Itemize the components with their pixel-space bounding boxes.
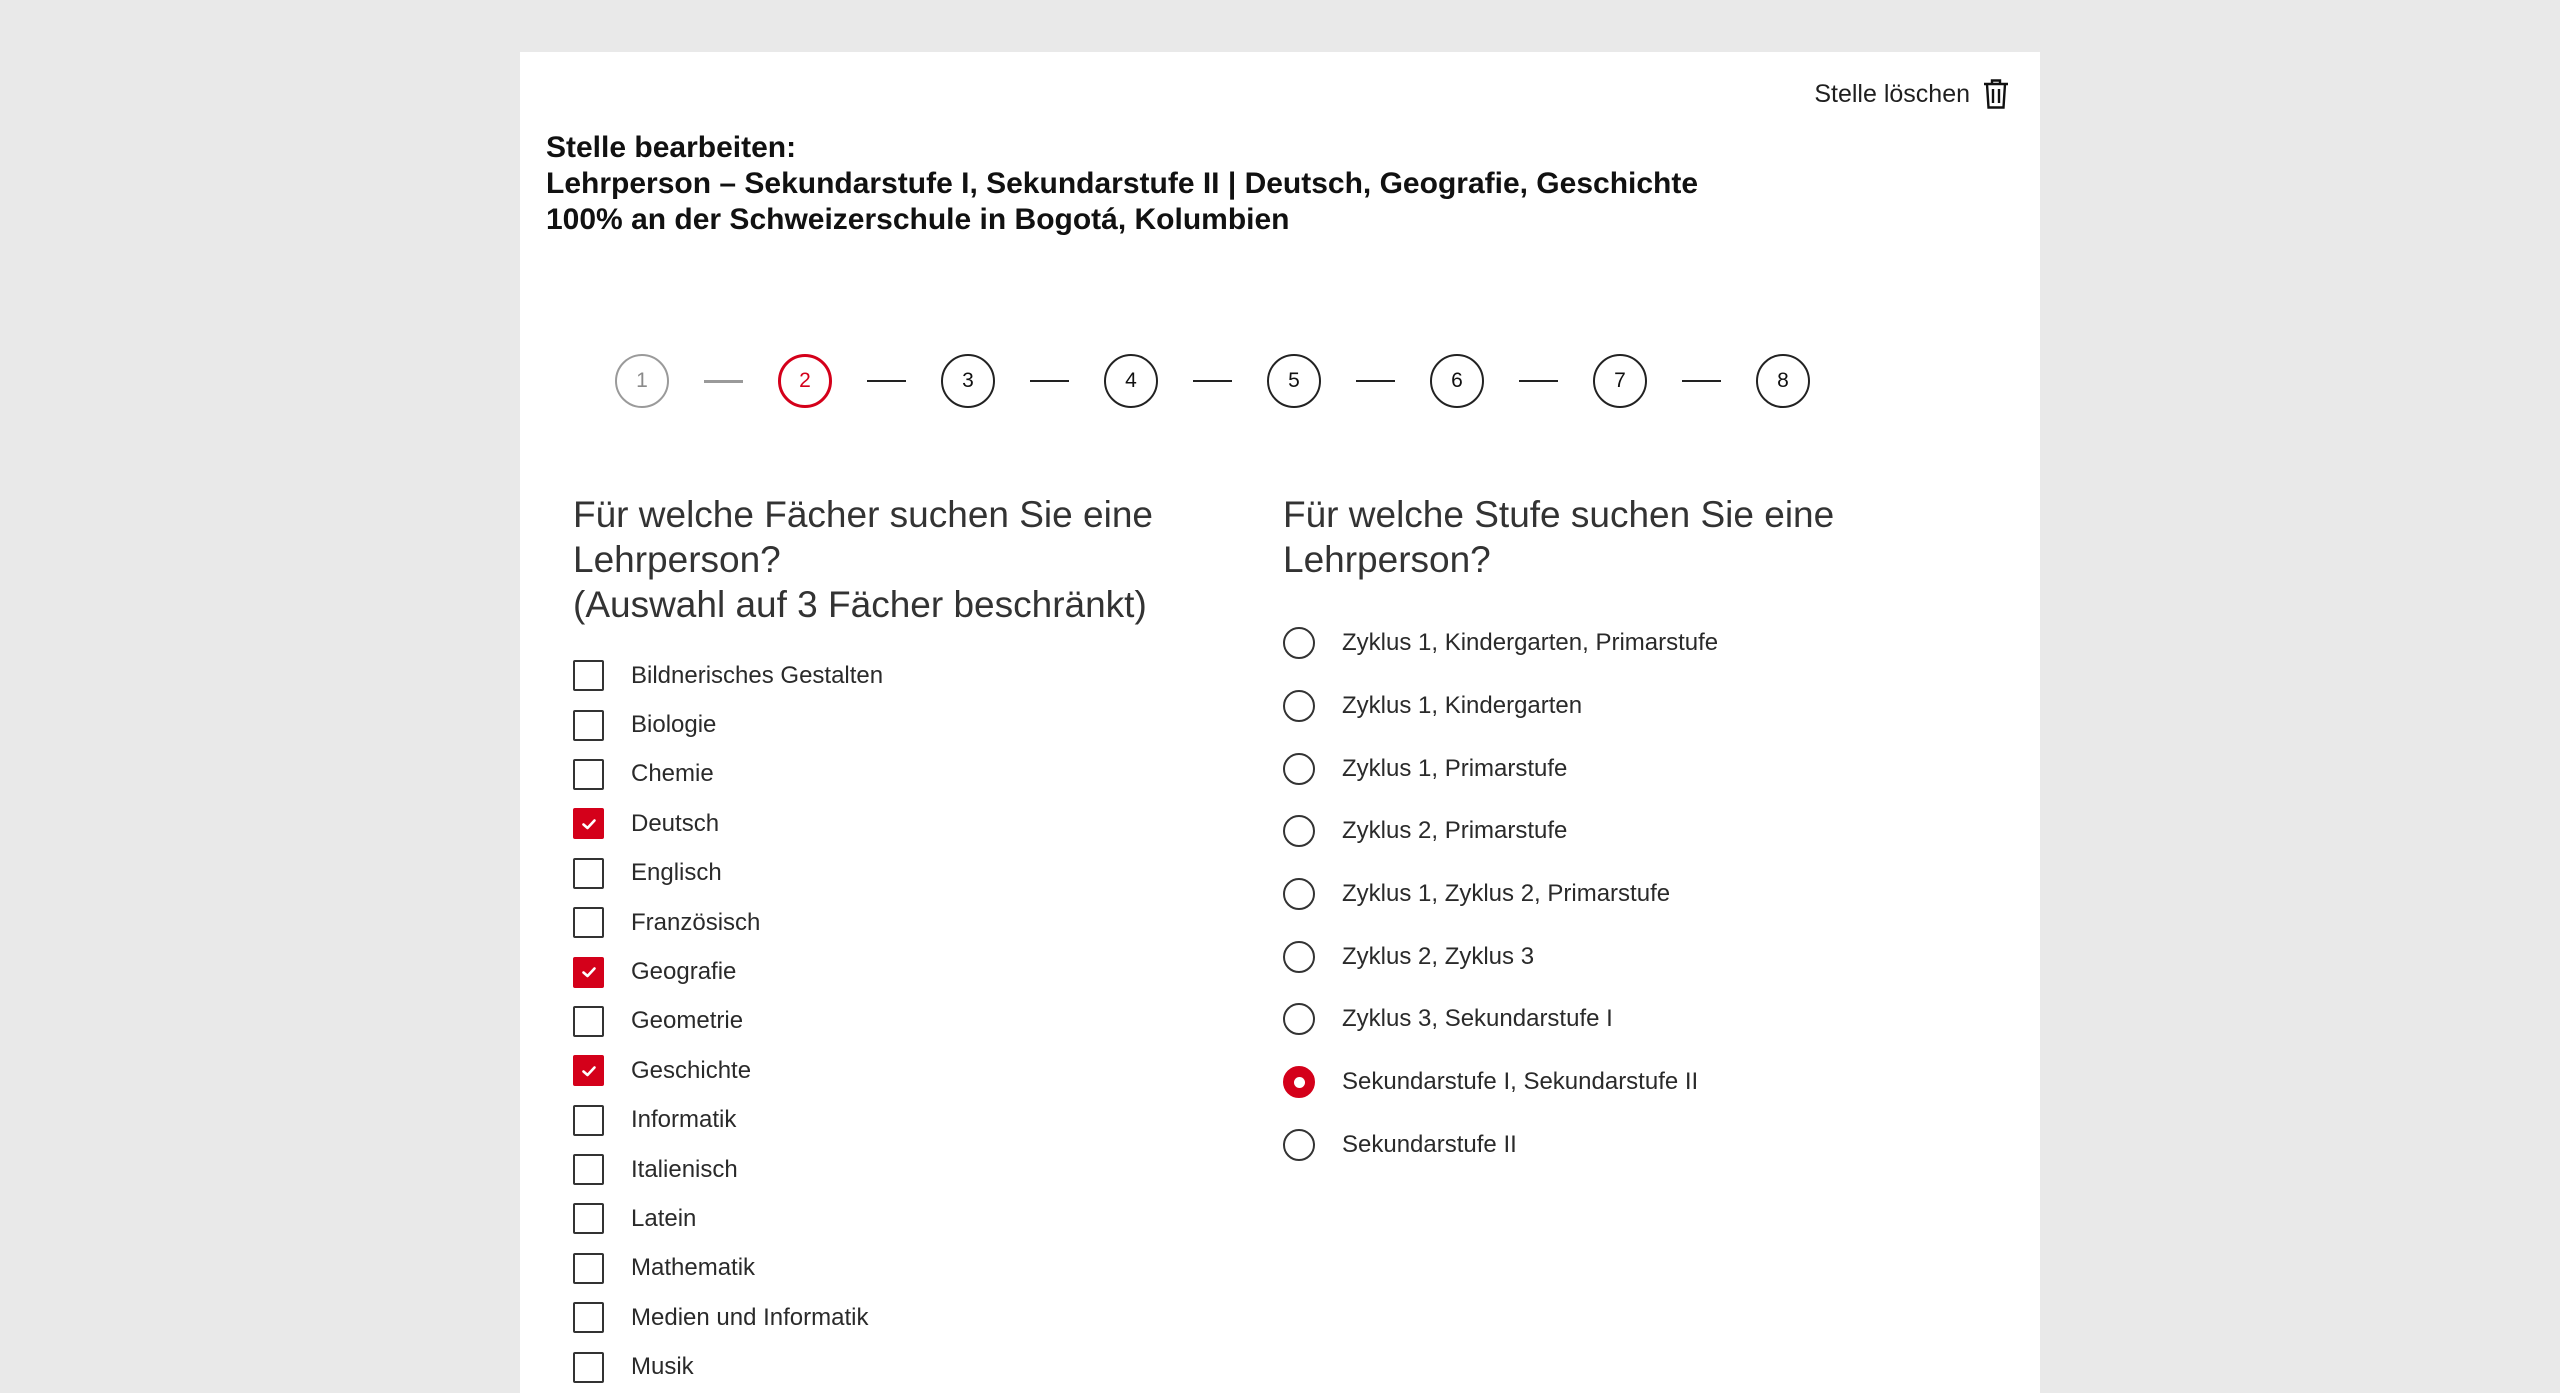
- step-2[interactable]: 2: [778, 354, 832, 408]
- subject-label: Englisch: [631, 859, 722, 887]
- subject-checkbox[interactable]: [573, 808, 604, 839]
- level-label: Sekundarstufe II: [1342, 1130, 1517, 1158]
- subject-label: Biologie: [631, 711, 717, 739]
- subject-label: Deutsch: [631, 809, 720, 837]
- subject-label: Französisch: [631, 908, 761, 936]
- level-radio[interactable]: [1283, 878, 1315, 910]
- page-title-line: 100% an der Schweizerschule in Bogotá, Kolumbien: [546, 203, 1290, 236]
- level-option[interactable]: [1283, 925, 1963, 988]
- checkmark-icon: [580, 963, 598, 981]
- subject-option[interactable]: [573, 997, 1213, 1046]
- delete-position-button[interactable]: [1814, 78, 2010, 110]
- level-option[interactable]: [1283, 863, 1963, 926]
- checkmark-icon: [580, 1062, 598, 1080]
- level-radio[interactable]: [1283, 941, 1315, 973]
- subject-option[interactable]: [573, 750, 1213, 799]
- page-title-line: Stelle bearbeiten:: [546, 131, 797, 164]
- step-progress: [615, 354, 1810, 408]
- subject-checkbox[interactable]: [573, 660, 604, 691]
- step-connector: [1193, 380, 1232, 382]
- step-connector: [867, 380, 906, 382]
- subject-label: Informatik: [631, 1106, 737, 1134]
- subject-label: Italienisch: [631, 1155, 738, 1183]
- subject-checkbox[interactable]: [573, 1006, 604, 1037]
- level-option[interactable]: [1283, 675, 1963, 738]
- subjects-question-line: Lehrperson?: [573, 539, 781, 580]
- subject-label: Musik: [631, 1353, 694, 1381]
- subject-option[interactable]: [573, 1096, 1213, 1145]
- level-radio[interactable]: [1283, 1066, 1315, 1098]
- levels-section: [1283, 492, 1963, 1176]
- levels-radio-list: [1283, 612, 1963, 1176]
- subject-option[interactable]: [573, 1046, 1213, 1095]
- subject-option[interactable]: [573, 799, 1213, 848]
- level-radio[interactable]: [1283, 753, 1315, 785]
- level-label: Zyklus 2, Zyklus 3: [1342, 942, 1535, 970]
- step-connector: [1030, 380, 1069, 382]
- step-7[interactable]: 7: [1593, 354, 1647, 408]
- level-option[interactable]: [1283, 1114, 1963, 1177]
- subject-option[interactable]: [573, 651, 1213, 700]
- subject-checkbox[interactable]: [573, 1253, 604, 1284]
- subject-label: Latein: [631, 1204, 697, 1232]
- step-connector: [1519, 380, 1558, 382]
- levels-question-line: Lehrperson?: [1283, 539, 1491, 580]
- level-option[interactable]: [1283, 988, 1963, 1051]
- levels-question: [1283, 492, 1963, 582]
- subject-checkbox[interactable]: [573, 1105, 604, 1136]
- radio-dot: [1294, 1077, 1305, 1088]
- step-3[interactable]: 3: [941, 354, 995, 408]
- subject-option[interactable]: [573, 1293, 1213, 1342]
- level-label: Sekundarstufe I, Sekundarstufe II: [1342, 1068, 1699, 1096]
- level-label: Zyklus 1, Primarstufe: [1342, 754, 1568, 782]
- level-radio[interactable]: [1283, 1129, 1315, 1161]
- step-connector: [1682, 380, 1721, 382]
- page-title-line: Lehrperson – Sekundarstufe I, Sekundarstufe II | Deutsch, Geografie, Geschichte: [546, 167, 1699, 200]
- subject-checkbox[interactable]: [573, 957, 604, 988]
- subjects-question: [573, 492, 1213, 627]
- subjects-checkbox-list: [573, 651, 1213, 1392]
- subject-checkbox[interactable]: [573, 1154, 604, 1185]
- subjects-section: [573, 492, 1213, 1392]
- level-label: Zyklus 1, Kindergarten, Primarstufe: [1342, 629, 1719, 657]
- step-connector: [1356, 380, 1395, 382]
- step-4[interactable]: 4: [1104, 354, 1158, 408]
- subjects-question-line: (Auswahl auf 3 Fächer beschränkt): [573, 584, 1147, 625]
- subject-option[interactable]: [573, 1244, 1213, 1293]
- subject-label: Mathematik: [631, 1254, 756, 1282]
- level-option[interactable]: [1283, 737, 1963, 800]
- subject-checkbox[interactable]: [573, 710, 604, 741]
- subject-option[interactable]: [573, 1145, 1213, 1194]
- step-6[interactable]: 6: [1430, 354, 1484, 408]
- step-1[interactable]: 1: [615, 354, 669, 408]
- subjects-question-line: Für welche Fächer suchen Sie eine: [573, 494, 1153, 535]
- subject-option[interactable]: [573, 947, 1213, 996]
- subject-checkbox[interactable]: [573, 1302, 604, 1333]
- subject-checkbox[interactable]: [573, 759, 604, 790]
- subject-checkbox[interactable]: [573, 1352, 604, 1383]
- subject-checkbox[interactable]: [573, 1203, 604, 1234]
- level-label: Zyklus 2, Primarstufe: [1342, 817, 1568, 845]
- subject-checkbox[interactable]: [573, 907, 604, 938]
- level-label: Zyklus 1, Kindergarten: [1342, 692, 1583, 720]
- levels-question-line: Für welche Stufe suchen Sie eine: [1283, 494, 1835, 535]
- step-8[interactable]: 8: [1756, 354, 1810, 408]
- delete-position-label: Stelle löschen: [1814, 79, 1970, 108]
- checkmark-icon: [580, 815, 598, 833]
- subject-option[interactable]: [573, 849, 1213, 898]
- level-option[interactable]: [1283, 612, 1963, 675]
- level-radio[interactable]: [1283, 627, 1315, 659]
- subject-option[interactable]: [573, 898, 1213, 947]
- level-option[interactable]: [1283, 800, 1963, 863]
- subject-option[interactable]: [573, 1194, 1213, 1243]
- subject-label: Bildnerisches Gestalten: [631, 661, 884, 689]
- subject-label: Chemie: [631, 760, 714, 788]
- trash-icon: [1982, 78, 2010, 110]
- level-radio[interactable]: [1283, 815, 1315, 847]
- level-option[interactable]: [1283, 1051, 1963, 1114]
- level-label: Zyklus 3, Sekundarstufe I: [1342, 1005, 1613, 1033]
- level-label: Zyklus 1, Zyklus 2, Primarstufe: [1342, 880, 1671, 908]
- level-radio[interactable]: [1283, 1003, 1315, 1035]
- step-5[interactable]: 5: [1267, 354, 1321, 408]
- subject-label: Geschichte: [631, 1056, 752, 1084]
- page-title: [546, 130, 1698, 238]
- subject-checkbox[interactable]: [573, 858, 604, 889]
- subject-option[interactable]: [573, 700, 1213, 749]
- edit-position-card: [520, 52, 2040, 1393]
- subject-option[interactable]: [573, 1342, 1213, 1391]
- subject-label: Geografie: [631, 958, 737, 986]
- level-radio[interactable]: [1283, 690, 1315, 722]
- subject-checkbox[interactable]: [573, 1055, 604, 1086]
- step-connector: [704, 380, 743, 383]
- subject-label: Geometrie: [631, 1007, 744, 1035]
- subject-label: Medien und Informatik: [631, 1303, 869, 1331]
